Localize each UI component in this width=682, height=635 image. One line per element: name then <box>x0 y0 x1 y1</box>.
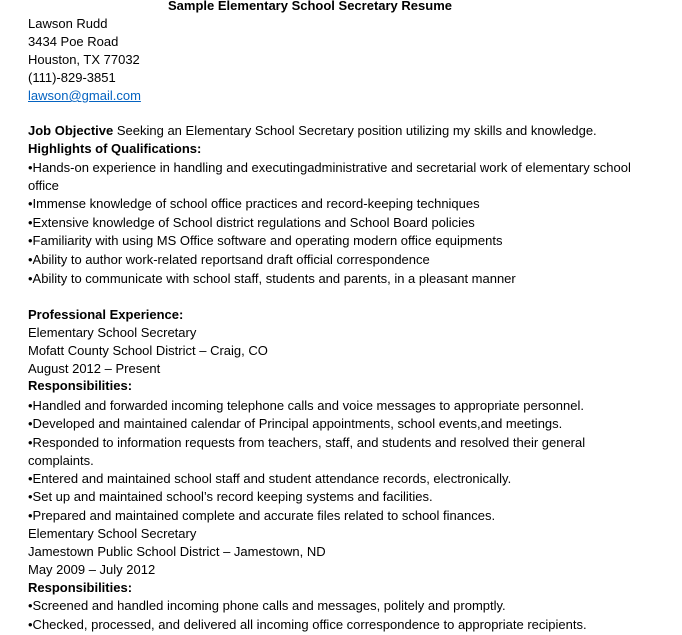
responsibility-item: •Responded to information requests from teachers, staff, and students and resolved their general complaints. <box>28 435 586 468</box>
responsibility-item: •Handled and forwarded incoming telephone calls and voice messages to appropriate personnel. <box>28 398 584 413</box>
responsibility-item: •Screened and handled incoming phone calls and messages, politely and promptly. <box>28 598 506 613</box>
experience-heading: Professional Experience: <box>28 307 184 322</box>
job-employer: Mofatt County School District – Craig, CO <box>28 343 268 358</box>
contact-phone: (111)-829-3851 <box>28 70 116 85</box>
highlight-item: •Ability to author work-related reportsand draft official correspondence <box>28 252 430 267</box>
highlight-item: •Familiarity with using MS Office software and operating modern office equipments <box>28 233 503 248</box>
responsibility-item: •Entered and maintained school staff and student attendance records, electronically. <box>28 471 512 486</box>
highlight-item: •Immense knowledge of school office practices and record-keeping techniques <box>28 196 480 211</box>
contact-name: Lawson Rudd <box>28 16 108 31</box>
job-objective-label: Job Objective <box>28 123 114 138</box>
responsibility-item: •Prepared and maintained complete and accurate files related to school finances. <box>28 508 496 523</box>
job-objective <box>28 122 597 140</box>
document-title: Sample Elementary School Secretary Resume <box>168 0 452 13</box>
contact-email-link[interactable]: lawson@gmail.com <box>28 88 141 103</box>
responsibility-item: •Set up and maintained school’s record keeping systems and facilities. <box>28 489 433 504</box>
highlight-item: •Hands-on experience in handling and executingadministrative and secretarial work of elementary school office <box>28 160 631 193</box>
responsibility-item: •Checked, processed, and delivered all incoming office correspondence to appropriate recipients. <box>28 617 587 632</box>
highlight-item: •Ability to communicate with school staff, students and parents, in a pleasant manner <box>28 271 516 286</box>
job-title: Elementary School Secretary <box>28 325 197 340</box>
highlight-item: •Extensive knowledge of School district regulations and School Board policies <box>28 215 475 230</box>
job-objective-text: Seeking an Elementary School Secretary position utilizing my skills and knowledge. <box>113 123 597 138</box>
highlights-heading: Highlights of Qualifications: <box>28 141 202 156</box>
job-dates: May 2009 – July 2012 <box>28 562 156 577</box>
job-employer: Jamestown Public School District – Jamestown, ND <box>28 544 326 559</box>
responsibilities-heading: Responsibilities: <box>28 378 133 393</box>
responsibility-item: •Developed and maintained calendar of Principal appointments, school events,and meetings. <box>28 416 563 431</box>
contact-address-line1: 3434 Poe Road <box>28 34 119 49</box>
contact-address-line2: Houston, TX 77032 <box>28 52 140 67</box>
job-dates: August 2012 – Present <box>28 361 161 376</box>
responsibilities-heading: Responsibilities: <box>28 580 133 595</box>
job-title: Elementary School Secretary <box>28 526 197 541</box>
